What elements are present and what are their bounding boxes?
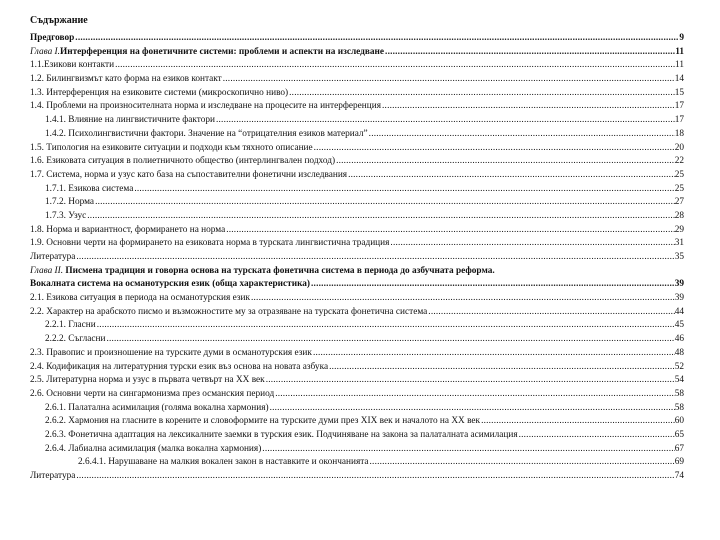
toc-entry[interactable]	[30, 415, 684, 429]
toc-page-number: 39	[674, 279, 684, 290]
toc-page-number: 17	[674, 115, 684, 126]
toc-entry-chapter-prefix: Глава II.	[30, 265, 64, 276]
toc-entry-text: Интерференция на фонетичните системи: проблеми и аспекти на изследване	[59, 46, 385, 57]
toc-entry[interactable]	[30, 251, 684, 265]
toc-entry-text: Писмена традиция и говорна основа на турската фонетична система в периода до азбучната реформа.	[63, 265, 495, 276]
toc-entry[interactable]	[30, 319, 684, 333]
toc-dot-leader	[269, 402, 675, 416]
toc-page-number: 11	[675, 46, 684, 57]
toc-dot-leader	[335, 155, 675, 169]
toc-page-number: 67	[674, 443, 684, 454]
toc-entry-label	[30, 142, 313, 156]
toc-page-number: 27	[674, 197, 684, 208]
toc-dot-leader	[105, 333, 674, 347]
toc-entry-label	[30, 251, 75, 265]
toc-entry-label	[30, 46, 384, 60]
toc-entry-label	[30, 169, 347, 183]
toc-dot-leader	[215, 114, 675, 128]
toc-entry-text: 1.2. Билингвизмът като форма на езиков контакт	[30, 74, 222, 85]
toc-page-number: 31	[674, 238, 684, 249]
toc-entry-label	[30, 306, 427, 320]
toc-dot-leader	[310, 278, 675, 292]
toc-entry-text: 1.7.3. Узус	[45, 210, 87, 221]
toc-entry-text: 1.4.2. Психолингвистични фактори. Значение на “отрицателния езиков материал”	[45, 128, 368, 139]
toc-page-number: 58	[674, 388, 684, 399]
toc-page-number: 39	[674, 293, 684, 304]
toc-entry[interactable]	[30, 237, 684, 251]
toc-page-number: 74	[674, 471, 684, 481]
toc-page-number: 58	[674, 402, 684, 413]
toc-entry-text: 1.5. Типология на езиковите ситуации и подходи към тяхното описание	[30, 142, 313, 153]
toc-entry-label	[45, 443, 261, 457]
toc-dot-leader	[328, 361, 675, 375]
toc-entry-text: 1.7. Система, норма и узус като база на съпоставителни фонетични изследвания	[30, 169, 348, 180]
toc-entry[interactable]	[30, 210, 684, 224]
toc-dot-leader	[288, 87, 675, 101]
toc-entry-label	[30, 374, 265, 388]
toc-entry-text: 1.9. Основни черти на формирането на езиковата норма в турската лингвистична традиция	[30, 238, 390, 249]
toc-page-number: 69	[674, 457, 684, 468]
toc-entry[interactable]	[30, 402, 684, 416]
toc-entry-label	[30, 87, 288, 101]
toc-page-number: 17	[674, 101, 684, 112]
toc-entry-label	[30, 224, 225, 238]
toc-dot-leader	[133, 183, 674, 197]
toc-entry[interactable]	[30, 87, 684, 101]
toc-entry-label	[45, 333, 105, 347]
toc-entry[interactable]	[30, 183, 684, 197]
toc-dot-leader	[389, 237, 674, 251]
toc-entry[interactable]	[30, 265, 684, 279]
toc-entry-label	[30, 361, 328, 375]
toc-entry-text: 2.5. Литературна норма и узус в първата четвърт на XX век	[30, 375, 265, 386]
toc-entry[interactable]	[30, 443, 684, 457]
toc-entry[interactable]	[30, 100, 684, 114]
toc-dot-leader	[225, 224, 674, 238]
toc-page-number: 22	[674, 156, 684, 167]
toc-entry-text: 2.6.4.1. Нарушаване на малкия вокален закон в наставките и окончанията	[78, 457, 369, 468]
toc-entry-label	[30, 388, 274, 402]
toc-dot-leader	[518, 429, 675, 443]
toc-entry[interactable]	[30, 59, 684, 73]
toc-dot-leader	[265, 374, 675, 388]
toc-entry-text: 2.6. Основни черти на сингармонизма през османския период	[30, 388, 275, 399]
toc-entry[interactable]	[30, 73, 684, 87]
toc-dot-leader	[368, 128, 675, 142]
toc-entry[interactable]	[30, 196, 684, 210]
toc-page-number: 52	[674, 361, 684, 372]
toc-dot-leader	[347, 169, 675, 183]
toc-page-number: 44	[674, 306, 684, 317]
toc-dot-leader	[384, 46, 675, 60]
toc-entry-text: 2.3. Правопис и произношение на турските думи в османотурския език	[30, 347, 312, 358]
toc-page-number: 46	[674, 334, 684, 345]
toc-entry-label	[45, 402, 269, 416]
toc-entry[interactable]	[30, 429, 684, 443]
toc-dot-leader	[114, 59, 675, 73]
toc-list	[30, 32, 684, 484]
toc-dot-leader	[94, 196, 675, 210]
toc-entry[interactable]	[30, 456, 684, 470]
toc-page-number: 9	[679, 33, 684, 43]
toc-entry-label	[78, 456, 369, 470]
toc-dot-leader	[250, 292, 675, 306]
toc-page-number: 35	[674, 252, 684, 262]
toc-entry-text: 2.1. Езикова ситуация в периода на османотурския език	[30, 293, 250, 304]
toc-entry-text: 2.2. Характер на арабското писмо и възможностите му за отразяване на турската фонетична система	[30, 306, 428, 317]
toc-page-number: 45	[674, 320, 684, 331]
toc-entry[interactable]	[30, 306, 684, 320]
toc-entry[interactable]	[30, 278, 684, 292]
toc-dot-leader	[75, 470, 674, 484]
toc-entry-text: 2.6.4. Лабиална асимилация (малка вокална хармония)	[45, 443, 262, 454]
toc-dot-leader	[369, 456, 675, 470]
toc-entry[interactable]	[30, 374, 684, 388]
toc-entry[interactable]	[30, 46, 684, 60]
toc-entry[interactable]	[30, 470, 684, 484]
toc-entry-text: Литература	[30, 252, 76, 262]
toc-entry[interactable]	[30, 32, 684, 46]
toc-page-number: 11	[675, 60, 684, 71]
toc-entry[interactable]	[30, 224, 684, 238]
toc-page-number: 28	[674, 210, 684, 221]
toc-page-number: 14	[674, 74, 684, 85]
toc-entry-text: 1.7.1. Езикова система	[45, 183, 134, 194]
toc-entry-text: 2.6.1. Палатална асимилация (голяма вокална хармония)	[45, 402, 269, 413]
toc-entry-text: 2.6.3. Фонетична адаптация на лексикалните заемки в турския език. Подчиняване на закона за палаталната асимилация	[45, 429, 518, 440]
toc-entry-label	[30, 347, 312, 361]
toc-page	[30, 15, 684, 484]
toc-entry-label	[30, 265, 495, 279]
toc-entry-label	[30, 100, 381, 114]
toc-page-number: 65	[674, 429, 684, 440]
toc-entry-label	[30, 237, 389, 251]
toc-entry-text: 2.4. Кодификация на литературния турски език въз основа на новата азбука	[30, 361, 329, 372]
toc-dot-leader	[313, 142, 675, 156]
toc-page-number: 20	[674, 142, 684, 153]
toc-entry-label	[30, 155, 335, 169]
toc-entry[interactable]	[30, 388, 684, 402]
toc-entry-label	[30, 32, 74, 46]
toc-dot-leader	[96, 319, 675, 333]
toc-entry[interactable]	[30, 114, 684, 128]
toc-entry-text: Вокалната система на османотурския език (обща характеристика)	[30, 279, 311, 290]
toc-page-number: 15	[674, 87, 684, 98]
toc-entry-text: Предговор	[30, 33, 75, 43]
toc-entry-text: 2.2.1. Гласни	[45, 320, 96, 331]
toc-entry-label	[45, 183, 133, 197]
toc-page-number: 18	[674, 128, 684, 139]
toc-dot-leader	[274, 388, 675, 402]
toc-page-number: 29	[674, 224, 684, 235]
toc-entry-text: 1.7.2. Норма	[45, 197, 95, 208]
toc-dot-leader	[427, 306, 674, 320]
toc-entry[interactable]	[30, 292, 684, 306]
toc-entry-text: 2.2.2. Съгласни	[45, 334, 106, 345]
toc-entry[interactable]	[30, 333, 684, 347]
toc-entry[interactable]	[30, 347, 684, 361]
toc-entry-label	[30, 59, 114, 73]
toc-entry-text: 1.4.1. Влияние на лингвистичните фактори	[45, 115, 215, 126]
toc-dot-leader	[222, 73, 675, 87]
toc-entry[interactable]	[30, 361, 684, 375]
toc-dot-leader	[75, 251, 674, 265]
toc-entry-label	[30, 292, 250, 306]
toc-page-number: 25	[674, 169, 684, 180]
toc-entry-text: 2.6.2. Хармония на гласните в корените и словоформите на турските думи през XIX век и началото на XX век	[45, 416, 481, 427]
toc-title: Съдържание	[30, 15, 88, 26]
toc-entry-label	[30, 278, 310, 292]
toc-entry[interactable]	[30, 169, 684, 183]
toc-dot-leader	[381, 100, 675, 114]
toc-entry[interactable]	[30, 128, 684, 142]
toc-entry-text: 1.6. Езиковата ситуация в полиетничното общество (интерлингвален подход)	[30, 156, 336, 167]
toc-dot-leader	[74, 32, 679, 46]
toc-page-number: 60	[674, 416, 684, 427]
toc-entry-text: 1.1.Езикови контакти	[30, 60, 115, 71]
toc-entry-text: 1.8. Норма и вариантност, формирането на норма	[30, 224, 226, 235]
toc-entry-label	[45, 128, 368, 142]
toc-entry-label	[45, 415, 480, 429]
toc-entry-label	[45, 196, 94, 210]
toc-dot-leader	[312, 347, 675, 361]
toc-entry-label	[30, 73, 222, 87]
toc-page-number: 48	[674, 347, 684, 358]
toc-entry-label	[30, 470, 75, 484]
toc-dot-leader	[261, 443, 674, 457]
toc-entry[interactable]	[30, 155, 684, 169]
toc-entry-text: Литература	[30, 471, 76, 481]
toc-dot-leader	[86, 210, 674, 224]
toc-entry[interactable]	[30, 142, 684, 156]
toc-page-number: 25	[674, 183, 684, 194]
toc-entry-label	[45, 319, 96, 333]
toc-entry-text: 1.4. Проблеми на произносителната норма и изследване на процесите на интерференция	[30, 101, 382, 112]
toc-entry-label	[45, 210, 86, 224]
toc-page-number: 54	[674, 375, 684, 386]
toc-entry-text: 1.3. Интерференция на езиковите системи (микроскопично ниво)	[30, 87, 289, 98]
toc-dot-leader	[480, 415, 675, 429]
toc-entry-chapter-prefix: Глава I.	[30, 46, 60, 57]
toc-entry-label	[45, 114, 215, 128]
toc-entry-label	[45, 429, 518, 443]
